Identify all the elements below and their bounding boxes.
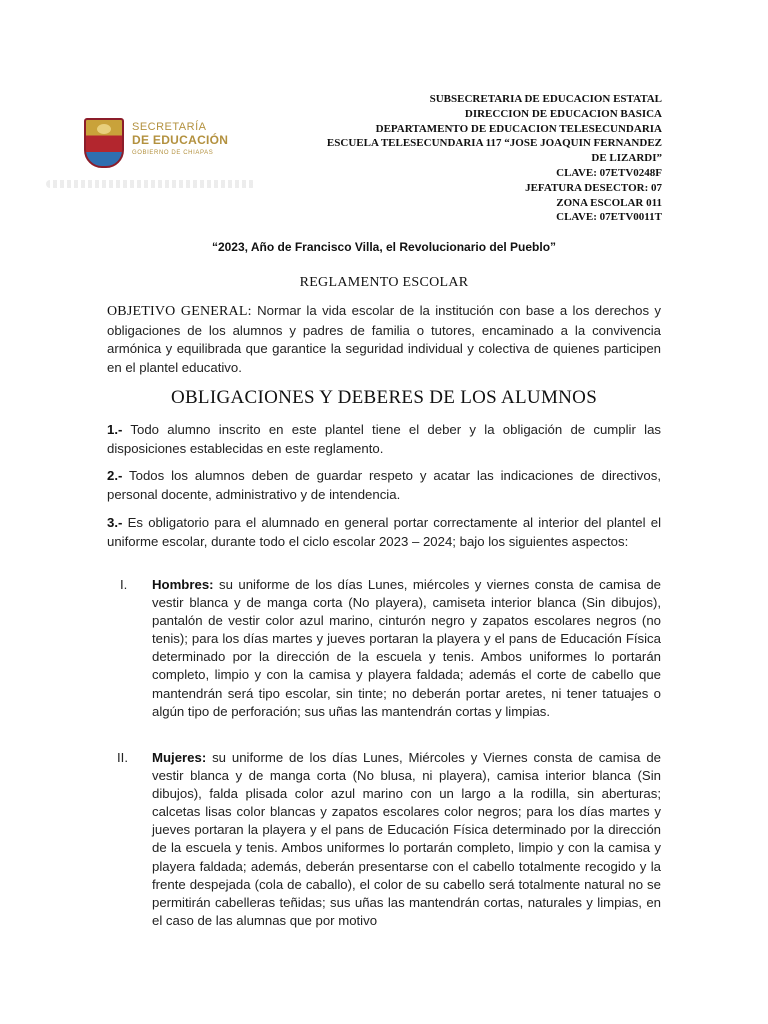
objective-paragraph bbox=[107, 302, 661, 377]
institution-header bbox=[262, 92, 662, 225]
header-line: SUBSECRETARIA DE EDUCACION ESTATAL bbox=[429, 93, 662, 105]
logo-line-3: GOBIERNO DE CHIAPAS bbox=[132, 150, 214, 156]
item-text: su uniforme de los días Lunes, Miércoles y Viernes consta de camisa de vestir blanca y de manga corta (No blusa, ni playera), camisa interior blanca (Sin dibujos), falda plisada color azul marino con un largo a la rodilla, sin aberturas; calcetas lisas color blancas y zapatos escolares color negros; para los días martes y jueves portaran la playera y el pans de Educación Física determinado por la dirección de la escuela y tenis. Ambos uniformes lo portarán completo, limpio y con la camisa y playera faldada; además, deberán presentarse con el cabello totalmente recogido y la frente despejada (cola de caballo), el color de su cabello será totalmente natural no se permitirán cabelleras teñidas; sus uñas las mantendrán cortas, naturales y limpias, en el caso de las alumnas que por motivo bbox=[152, 750, 661, 928]
rule-paragraph-3 bbox=[107, 514, 661, 551]
logo-line-1: SECRETARÍA bbox=[132, 121, 207, 133]
section-title: OBLIGACIONES Y DEBERES DE LOS ALUMNOS bbox=[170, 387, 598, 408]
list-marker: II. bbox=[117, 750, 128, 765]
rule-number: 3.- bbox=[107, 515, 123, 530]
objective-label: OBJETIVO GENERAL: bbox=[107, 304, 252, 319]
document-title: REGLAMENTO ESCOLAR bbox=[299, 275, 469, 290]
item-label: Hombres: bbox=[152, 577, 214, 592]
header-line: DIRECCION DE EDUCACION BASICA bbox=[464, 107, 662, 120]
list-marker: I. bbox=[120, 577, 128, 592]
rule-text: Todo alumno inscrito en este plantel tiene el deber y la obligación de cumplir las disposiciones establecidas en este reglamento. bbox=[107, 422, 661, 456]
rule-paragraph-1 bbox=[107, 421, 661, 458]
item-label: Mujeres: bbox=[152, 750, 207, 765]
header-line: CLAVE: 07ETV0248F bbox=[556, 166, 662, 179]
objective-text: Normar la vida escolar de la institución con base a los derechos y obligaciones de los alumnos y padres de familia o tutores, encaminado a la convivencia armónica y equilibrada que garantice la seguridad individual y colectiva de quienes participen en el plantel educativo. bbox=[107, 303, 662, 375]
item-text: su uniforme de los días Lunes, miércoles y viernes consta de camisa de vestir blanca y de manga corta (No playera), camiseta interior blanca (Sin dibujos), pantalón de vestir color azul marino, cinturón negro y zapatos escolares negros (no tenis); para los días martes y jueves portaran la playera y el pans de Educación Física determinado por la dirección de la escuela y tenis. Ambos uniformes lo portarán completo, limpio y con la camisa y playera faldada; además el corte de cabello que mantendrán será tipo escolar, sin tinte; no deberán portar aretes, ni tener tatuajes o algún tipo de perforación; sus uñas las mantendrán cortas y limpias. bbox=[152, 577, 661, 719]
header-line: JEFATURA DESECTOR: 07 bbox=[525, 181, 662, 194]
header-line: ESCUELA TELESECUNDARIA 117 “JOSE JOAQUIN FERNANDEZ bbox=[326, 137, 662, 150]
rule-text: Todos los alumnos deben de guardar respeto y acatar las indicaciones de directivos, personal docente, administrativo y de intendencia. bbox=[107, 468, 661, 502]
rule-text: Es obligatorio para el alumnado en general portar correctamente al interior del plantel el uniforme escolar, durante todo el ciclo escolar 2023 – 2024; bajo los siguientes aspectos: bbox=[107, 515, 661, 549]
header-line: ZONA ESCOLAR 011 bbox=[556, 196, 662, 209]
header-line: CLAVE: 07ETV0011T bbox=[556, 211, 662, 224]
rule-number: 1.- bbox=[107, 422, 123, 437]
chiapas-crest-icon bbox=[84, 118, 124, 168]
year-motto: “2023, Año de Francisco Villa, el Revolucionario del Pueblo” bbox=[211, 240, 557, 254]
logo-wordmark bbox=[132, 122, 228, 156]
list-item-hombres bbox=[152, 576, 661, 721]
header-line: DEPARTAMENTO DE EDUCACION TELESECUNDARIA bbox=[375, 122, 662, 135]
rule-number: 2.- bbox=[107, 468, 123, 483]
rule-paragraph-2 bbox=[107, 467, 661, 504]
logo-line-2: DE EDUCACIÓN bbox=[132, 133, 229, 147]
list-item-mujeres bbox=[152, 749, 661, 930]
header-line: DE LIZARDI” bbox=[591, 152, 662, 165]
secretaria-educacion-logo bbox=[84, 118, 234, 174]
decorative-band bbox=[46, 180, 256, 188]
